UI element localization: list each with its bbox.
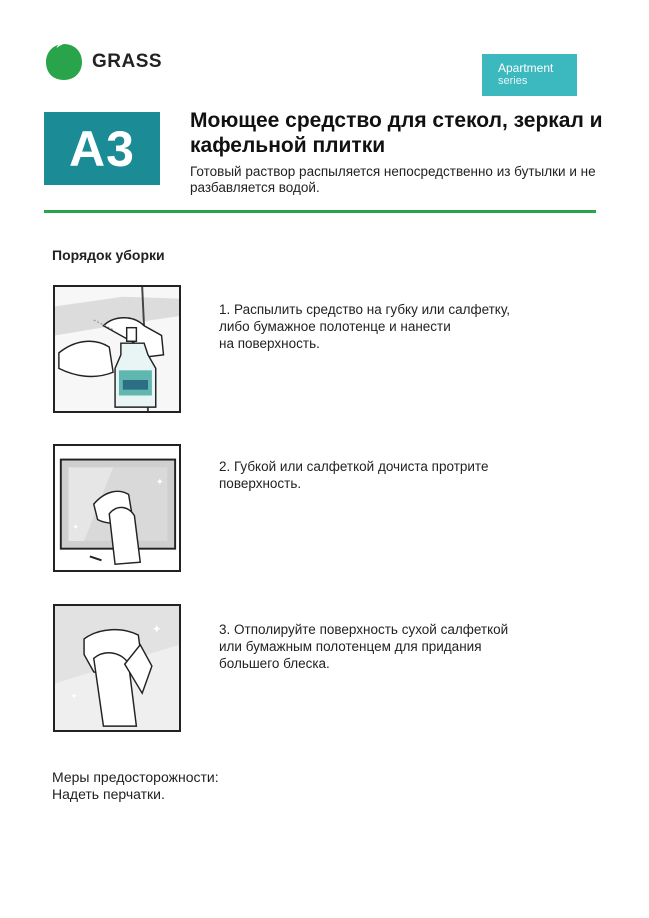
section-title: Порядок уборки (52, 247, 165, 263)
precautions-title: Меры предосторожности: (52, 769, 219, 785)
grass-logo (44, 42, 162, 82)
brand-name: GRASS (92, 51, 163, 72)
svg-text:✦: ✦ (155, 476, 164, 488)
polishing-cloth-icon (55, 606, 179, 730)
series-badge (482, 54, 577, 96)
step-1-illustration (53, 285, 181, 413)
svg-text:✦: ✦ (70, 691, 78, 701)
precautions-text: Надеть перчатки. (52, 786, 165, 802)
page-subtitle: Готовый раствор распыляется непосредственно из бутылки и не разбавляется водой. (190, 164, 596, 195)
divider (44, 210, 596, 213)
product-code: A3 (44, 112, 160, 185)
precautions (52, 769, 219, 803)
step-3-illustration (53, 604, 181, 732)
step-2-text: 2. Губкой или салфеткой дочиста протрите поверхность. (219, 459, 489, 491)
step-3-text: 3. Отполируйте поверхность сухой салфеткой или бумажным полотенцем для придания большего блеска. (219, 622, 509, 671)
page-title: Моющее средство для стекол, зеркал и кафельной плитки (190, 109, 603, 157)
step-1-text: 1. Распылить средство на губку или салфетку, либо бумажное полотенце и нанести на поверхность. (219, 302, 511, 351)
wiping-screen-icon (55, 446, 179, 570)
svg-text:✦: ✦ (72, 522, 79, 532)
spray-bottle-icon (55, 287, 179, 411)
series-line2: series (498, 75, 528, 87)
grass-logo-icon (44, 42, 84, 82)
svg-text:✦: ✦ (151, 623, 162, 637)
step-2-illustration (53, 444, 181, 572)
series-line1: Apartment (498, 61, 554, 75)
